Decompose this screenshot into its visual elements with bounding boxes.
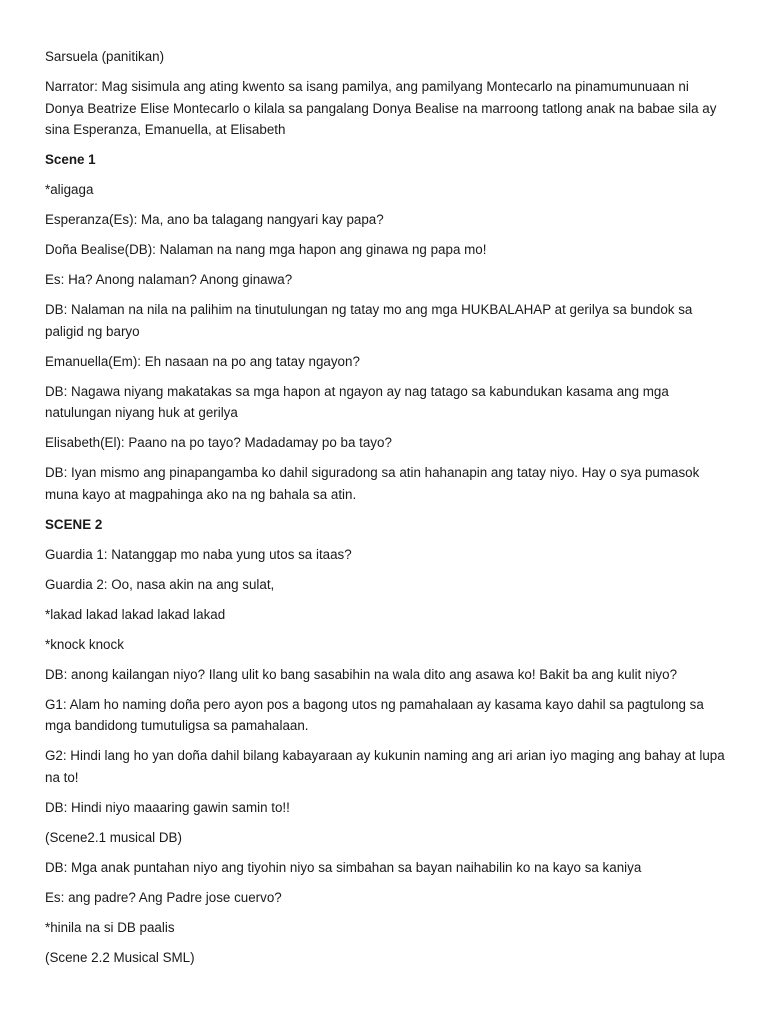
script-line: Guardia 1: Natanggap mo naba yung utos sa itaas? — [45, 546, 352, 562]
script-line: *knock knock — [45, 636, 124, 652]
script-line: *lakad lakad lakad lakad lakad — [45, 606, 226, 622]
script-line: Es: ang padre? Ang Padre jose cuervo? — [45, 889, 282, 905]
script-line: DB: Nalaman na nila na palihim na tinutulungan ng tatay mo ang mga HUKBALAHAP at gerilya sa bundok sa paligid ng baryo — [45, 302, 693, 339]
script-line: DB: Nagawa niyang makatakas sa mga hapon at ngayon ay nag tatago sa kabundukan kasama ang mga natulungan niyang huk at gerilya — [45, 383, 669, 420]
script-line: Emanuella(Em): Eh nasaan na po ang tatay ngayon? — [45, 353, 360, 369]
scene-2-heading: SCENE 2 — [45, 516, 103, 532]
script-line: Es: Ha? Anong nalaman? Anong ginawa? — [45, 272, 293, 287]
script-line: *aligaga — [45, 182, 94, 197]
script-line: Esperanza(Es): Ma, ano ba talagang nangyari kay papa? — [45, 212, 384, 227]
script-line: (Scene2.1 musical DB) — [45, 829, 182, 845]
script-line: Doña Bealise(DB): Nalaman na nang mga hapon ang ginawa ng papa mo! — [45, 242, 487, 257]
script-line: (Scene 2.2 Musical SML) — [45, 949, 195, 965]
document-title: Sarsuela (panitikan) — [45, 49, 165, 64]
narrator-paragraph: Narrator: Mag sisimula ang ating kwento sa isang pamilya, ang pamilyang Montecarlo na pinamumunuaan ni Donya Beatrize Elise Montecarlo o kilala sa pangalang Donya Bealise na marroong tatlong anak na babae sila ay sina Esperanza, Emanuella, at Elisabeth — [45, 79, 717, 137]
document-page — [45, 46, 725, 977]
scene-1-heading: Scene 1 — [45, 152, 96, 167]
script-line: DB: anong kailangan niyo? Ilang ulit ko bang sasabihin na wala dito ang asawa ko! Bakit ba ang kulit niyo? — [45, 666, 678, 682]
script-line: *hinila na si DB paalis — [45, 919, 175, 935]
script-line: DB: Mga anak puntahan niyo ang tiyohin niyo sa simbahan sa bayan naihabilin ko na kayo sa kaniya — [45, 859, 642, 875]
script-line: G2: Hindi lang ho yan doña dahil bilang kabayaraan ay kukunin naming ang ari arian iyo maging ang bahay at lupa na to! — [45, 748, 725, 785]
script-line: Guardia 2: Oo, nasa akin na ang sulat, — [45, 576, 275, 592]
script-line: DB: Iyan mismo ang pinapangamba ko dahil siguradong sa atin hahanapin ang tatay niyo. Hay o sya pumasok muna kayo at magpahinga ako na ng bahala sa atin. — [45, 465, 700, 502]
script-line: Elisabeth(El): Paano na po tayo? Madadamay po ba tayo? — [45, 435, 392, 450]
script-line: G1: Alam ho naming doña pero ayon pos a bagong utos ng pamahalaan ay kasama kayo dahil sa pagtulong sa mga bandidong tumutuligsa sa pamahalaan. — [45, 696, 704, 733]
script-line: DB: Hindi niyo maaaring gawin samin to!! — [45, 799, 290, 815]
